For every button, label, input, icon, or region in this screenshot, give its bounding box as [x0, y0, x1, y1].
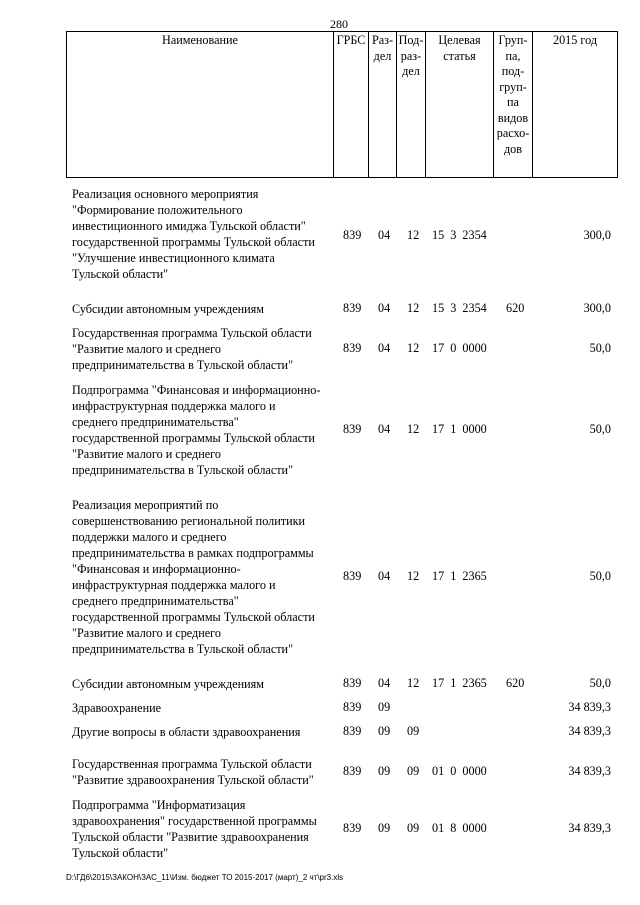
- row-name: Субсидии автономным учреждениям: [72, 302, 264, 316]
- row-target: 17 0 0000: [432, 341, 487, 355]
- row-podrazdel: 12: [407, 422, 420, 436]
- row-grbs: 839: [343, 228, 362, 242]
- header-group: Груп- па, под- груп- па видов расхо- дов: [494, 32, 533, 178]
- row-razdel: 09: [378, 821, 391, 835]
- row-name: Реализация мероприятий по совершенствованию региональной политики поддержки малого и среднего предпринимательства в рамках подпрограммы "Финансовая и информационно- инфраструктурная поддержка малого и среднего предпринимательства" государственной программы Тульской области "Развитие малого и среднего предпринимательства в Тульской области": [72, 498, 315, 656]
- row-podrazdel: 12: [407, 676, 420, 690]
- row-target: 01 0 0000: [432, 764, 487, 778]
- row-sum: 50,0: [589, 569, 611, 583]
- row-target: 17 1 0000: [432, 422, 487, 436]
- row-vid: 620: [506, 301, 525, 315]
- row-sum: 50,0: [589, 676, 611, 690]
- row-grbs: 839: [343, 700, 362, 714]
- row-grbs: 839: [343, 569, 362, 583]
- row-razdel: 09: [378, 700, 391, 714]
- row-sum: 300,0: [583, 228, 611, 242]
- row-name: Подпрограмма "Информатизация здравоохранения" государственной программы Тульской области "Развитие здравоохранения Тульской области": [72, 798, 317, 860]
- page-number: 280: [330, 17, 348, 31]
- row-podrazdel: 12: [407, 569, 420, 583]
- row-name: Подпрограмма "Финансовая и информационно- инфраструктурная поддержка малого и среднего предпринимательства" государственной программы Тульской области "Развитие малого и среднего предпринимательства в Тульской области": [72, 383, 321, 477]
- row-sum: 34 839,3: [568, 764, 611, 778]
- row-grbs: 839: [343, 341, 362, 355]
- header-razdel: Раз- дел: [369, 32, 397, 178]
- row-name: Государственная программа Тульской области "Развитие здравоохранения Тульской области": [72, 757, 314, 787]
- row-name: Другие вопросы в области здравоохранения: [72, 725, 301, 739]
- row-target: 15 3 2354: [432, 228, 487, 242]
- row-razdel: 04: [378, 228, 391, 242]
- row-sum: 34 839,3: [568, 724, 611, 738]
- row-razdel: 09: [378, 724, 391, 738]
- row-podrazdel: 12: [407, 228, 420, 242]
- row-sum: 34 839,3: [568, 700, 611, 714]
- row-razdel: 04: [378, 422, 391, 436]
- row-target: 15 3 2354: [432, 301, 487, 315]
- row-razdel: 04: [378, 301, 391, 315]
- header-year: 2015 год: [533, 32, 618, 178]
- header-name: Наименование: [67, 32, 334, 178]
- header-target: Целевая статья: [426, 32, 494, 178]
- row-podrazdel: 12: [407, 341, 420, 355]
- row-sum: 300,0: [583, 301, 611, 315]
- row-sum: 34 839,3: [568, 821, 611, 835]
- row-sum: 50,0: [589, 341, 611, 355]
- row-razdel: 04: [378, 341, 391, 355]
- row-grbs: 839: [343, 422, 362, 436]
- row-podrazdel: 09: [407, 724, 420, 738]
- row-name: Государственная программа Тульской области "Развитие малого и среднего предпринимательства в Тульской области": [72, 326, 312, 372]
- row-grbs: 839: [343, 764, 362, 778]
- row-target: 01 8 0000: [432, 821, 487, 835]
- row-target: 17 1 2365: [432, 569, 487, 583]
- row-grbs: 839: [343, 301, 362, 315]
- row-target: 17 1 2365: [432, 676, 487, 690]
- row-grbs: 839: [343, 724, 362, 738]
- row-razdel: 09: [378, 764, 391, 778]
- row-grbs: 839: [343, 676, 362, 690]
- row-name: Субсидии автономным учреждениям: [72, 677, 264, 691]
- table-header: [66, 31, 618, 178]
- row-podrazdel: 12: [407, 301, 420, 315]
- header-podrazdel: Под- раз- дел: [397, 32, 426, 178]
- row-podrazdel: 09: [407, 764, 420, 778]
- row-name: Здравоохранение: [72, 701, 162, 715]
- row-grbs: 839: [343, 821, 362, 835]
- row-razdel: 04: [378, 676, 391, 690]
- row-vid: 620: [506, 676, 525, 690]
- row-name: Реализация основного мероприятия "Формирование положительного инвестиционного имиджа Тульской области" государственной программы Тульской области "Улучшение инвестиционного климата Тульской области": [72, 187, 315, 281]
- file-path-footer: D:\ГД6\2015\ЗАКОН\ЗАС_11\Изм. бюджет ТО 2015-2017 (март)_2 чт\pr3.xls: [66, 873, 344, 882]
- row-podrazdel: 09: [407, 821, 420, 835]
- header-grbs: ГРБС: [334, 32, 369, 178]
- row-sum: 50,0: [589, 422, 611, 436]
- row-razdel: 04: [378, 569, 391, 583]
